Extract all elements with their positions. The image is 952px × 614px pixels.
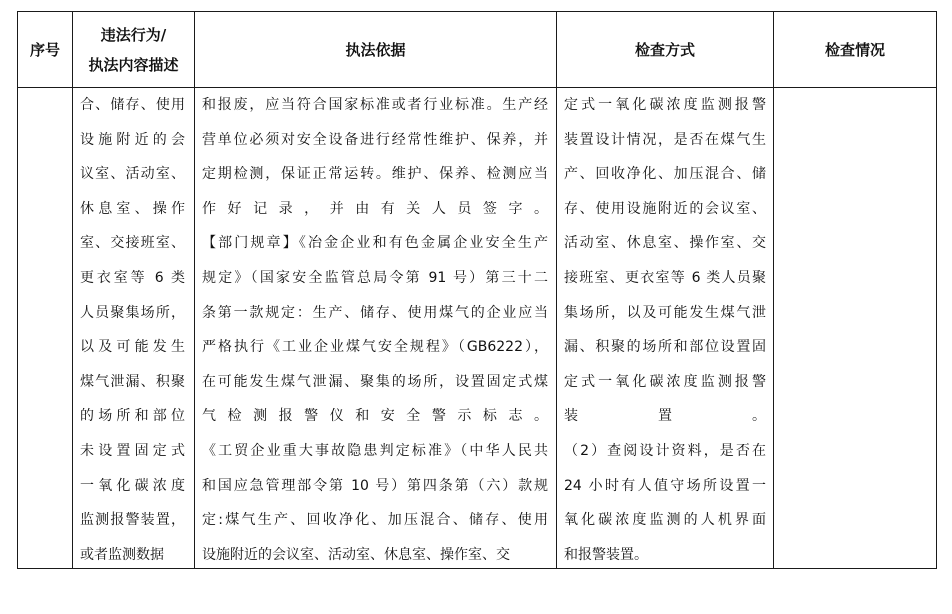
text-line: 存、使用设施附近的会议室、	[564, 200, 766, 217]
text-line: 条第一款规定：生产、储存、使用煤气的企业应当	[202, 304, 548, 321]
text-line: 合、储存、使用	[80, 97, 185, 113]
text-line: 作好记录，并由有关人员签字。	[202, 200, 548, 217]
text-line: 的场所和部位	[80, 408, 185, 425]
cell-method	[564, 88, 766, 572]
header-seq-label: 序号	[29, 40, 60, 59]
col-divider-2	[194, 11, 195, 569]
text-line: 24 小时有人值守场所设置一	[564, 477, 766, 494]
text-line: 休息室、操作	[80, 200, 185, 217]
text-line: 《工贸企业重大事故隐患判定标准》（中华人民共	[202, 442, 548, 459]
text-line: 和报警装置。	[564, 546, 648, 563]
text-line: 未设置固定式	[80, 442, 185, 459]
header-violation-label-line2: 执法内容描述	[88, 55, 179, 74]
text-line: 气检测报警仪和安全警示标志。	[202, 408, 548, 425]
text-line: 煤气泄漏、积聚	[80, 373, 185, 390]
cell-seq	[18, 88, 72, 123]
text-line: 和国应急管理部令第 10 号）第四条第（六）款规	[202, 477, 548, 494]
text-line: 严格执行《工业企业煤气安全规程》（GB6222），	[202, 339, 548, 356]
cell-violation	[80, 88, 185, 572]
header-violation-label-line1: 违法行为/	[100, 25, 167, 44]
text-line: 漏、积聚的场所和部位设置固	[564, 339, 766, 356]
header-method-label: 检查方式	[634, 40, 695, 59]
text-line: 【部门规章】《冶金企业和有色金属企业安全生产	[202, 235, 548, 252]
cell-status	[774, 88, 936, 123]
text-line: 人员聚集场所，	[80, 304, 185, 321]
text-line: 在可能发生煤气泄漏、聚集的场所，设置固定式煤	[202, 373, 548, 390]
text-line: 设施附近的会议室、活动室、休息室、操作室、交	[202, 546, 510, 563]
text-line: 集场所，以及可能发生煤气泄	[564, 304, 766, 321]
text-line: 更衣室等 6 类	[80, 269, 185, 286]
text-line: 氧化碳浓度监测的人机界面	[564, 512, 766, 529]
header-basis	[195, 12, 556, 87]
text-line: 装置设计情况，是否在煤气生	[564, 131, 766, 148]
text-line: 规定》（国家安全监管总局令第 91 号）第三十二	[202, 269, 548, 286]
text-line: 室、交接班室、	[80, 235, 185, 252]
header-basis-label: 执法依据	[345, 40, 406, 59]
text-line: 接班室、更衣室等 6 类人员聚	[564, 269, 766, 286]
text-line: 定期检测，保证正常运转。维护、保养、检测应当	[202, 166, 548, 183]
text-line: 议室、活动室、	[80, 166, 185, 183]
text-line: 活动室、休息室、操作室、交	[564, 235, 766, 252]
text-line: 定式一氧化碳浓度监测报警	[564, 373, 766, 390]
header-violation	[73, 12, 194, 87]
cell-status-text	[774, 88, 936, 123]
cell-basis	[202, 88, 548, 572]
text-line: 和报废，应当符合国家标准或者行业标准。生产经	[202, 97, 548, 113]
text-line: 装置。	[564, 408, 766, 425]
header-status	[774, 12, 936, 87]
text-line: 或者监测数据	[80, 546, 164, 563]
text-line: 一氧化碳浓度	[80, 477, 185, 494]
text-line: 营单位必须对安全设备进行经常性维护、保养，并	[202, 131, 548, 148]
table-right-border	[936, 11, 937, 569]
text-line: 监测报警装置，	[80, 512, 185, 529]
text-line: （2）查阅设计资料，是否在	[564, 442, 766, 459]
text-line: 以及可能发生	[80, 339, 185, 356]
text-line: 定式一氧化碳浓度监测报警	[564, 97, 766, 113]
text-line: 定:煤气生产、回收净化、加压混合、储存、使用	[202, 512, 548, 529]
text-line: 设施附近的会	[80, 131, 185, 148]
col-divider-1	[72, 11, 73, 569]
header-seq	[18, 12, 72, 87]
header-method	[557, 12, 773, 87]
header-status-label: 检查情况	[824, 40, 885, 59]
col-divider-3	[556, 11, 557, 569]
text-line: 产、回收净化、加压混合、储	[564, 166, 766, 183]
cell-seq-text	[18, 88, 72, 123]
